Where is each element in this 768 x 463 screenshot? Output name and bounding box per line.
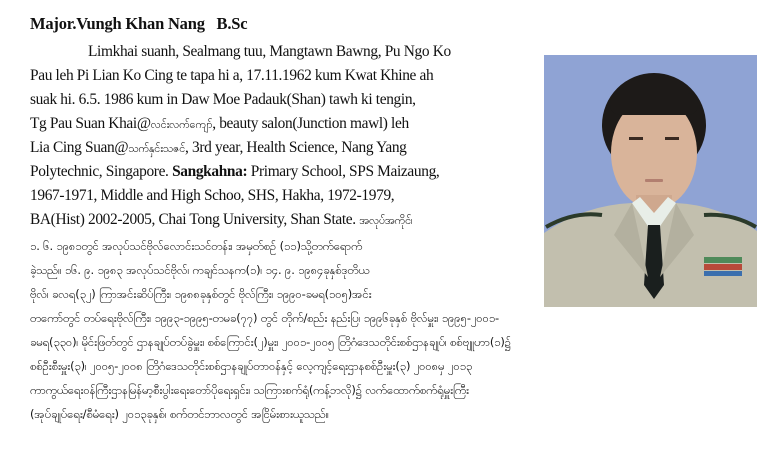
myanmar-career-line: (အုပ်ချုပ်ရေး/စီမံရေး) ၂၀၁၃ခုနှစ်၊ စက်တင်ဘာလတွင် အငြိမ်းစားယူသည်။	[30, 407, 329, 421]
myanmar-career-line: စစ်ဦးစီးမှူး(၃)၊ ၂၀၀၅-၂၀၀၈ တြိဂံဒေသတိုင်းစစ်ဌာနချုပ်တာဝန်နှင့် လေ့ကျင့်ရေးဌာနစစ်ဦးမှူး(၃) ၂၀၀၈မှ ၂၀၁၃	[30, 359, 473, 373]
line-text: Lia Cing Suan@	[30, 139, 129, 156]
line-text: , beauty salon(Junction mawl) leh	[212, 115, 409, 132]
myanmar-career-line: ခဲ့သည်။ ၁၆. ၉. ၁၉၈၃ အလုပ်သင်ဗိုလ်၊ ကချင်သနက(၁)၊ ၁၄. ၉. ၁၉၈၄ခုနှစ်ဒုတိယ	[30, 263, 370, 277]
myanmar-name: သက်နှင်းသဇင်	[128, 142, 186, 155]
biography-line: 1967-1971, Middle and High Schoo, SHS, Hakha, 1972-1979,	[30, 187, 395, 204]
biography-line	[30, 160, 439, 184]
line-text: Primary School, SPS Maizaung,	[247, 163, 440, 180]
myanmar-career-line: ခမရ(၃၃၀)၊ မိုင်းဖြတ်တွင် ဌာနချုပ်တပ်ခွဲမှူး၊ စစ်ကြောင်း(၂)မှူး၊ ၂၀၀၁-၂၀၀၅ တြိဂံဒေသတိုင်းစစ်ဌာနချုပ်၊ စစ်ဗျူဟာ(၁)၌	[30, 335, 511, 349]
biography-line: Limkhai suanh, Sealmang tuu, Mangtawn Bawng, Pu Ngo Ko	[88, 43, 451, 60]
biography-line: suak hi. 6.5. 1986 kum in Daw Moe Padauk(Shan) tawh ki tengin,	[30, 91, 416, 108]
myanmar-label: အလုပ်အကိုင်၊	[359, 214, 413, 227]
myanmar-career-line: တကော်တွင် တပ်ရေးဗိုလ်ကြီး၊ ၁၉၉၃-၁၉၉၅-တမခ(၇၇) တွင် တိုက်/စည်း နည်းပြ၊ ၁၉၉၆ခုနှစ် ဗိုလ်မှူး၊ ၁၉၉၅-၂၀၀၁-	[30, 311, 499, 325]
biography-line	[30, 136, 407, 161]
line-text: , 3rd year, Health Science, Nang Yang	[185, 139, 407, 156]
biography-line	[30, 208, 412, 233]
line-text: Tg Pau Suan Khai@	[30, 115, 151, 132]
myanmar-career-line: ၁. ၆. ၁၉၈၁တွင် အလုပ်သင်ဗိုလ်လောင်းသင်တန်း၊ အမှတ်စဉ် (၁၁)သို့တက်ရောက်	[30, 239, 363, 253]
line-text: Polytechnic, Singapore.	[30, 163, 173, 180]
line-text: BA(Hist) 2002-2005, Chai Tong University, Shan State.	[30, 211, 360, 228]
section-label: Sangkahna:	[172, 163, 248, 180]
biography-line	[30, 112, 409, 137]
myanmar-career-line: ဗိုလ်၊ ခလရ(၃၂) ကြာအင်းဆိပ်ကြီး၊ ၁၉၈၈ခုနှစ်တွင် ဗိုလ်ကြီး၊ ၁၉၉၀-ခမရ(၁၀၅)အင်း	[30, 287, 372, 301]
profile-title: Major.Vungh Khan Nang B.Sc	[30, 14, 248, 33]
portrait-figure-icon	[544, 55, 757, 307]
portrait-photo	[544, 55, 757, 307]
myanmar-career-line: ကာကွယ်ရေးဝန်ကြီးဌာနမြန်မာ့စီးပွါးရေးတော်ပိုရေးရှင်း၊ သကြားစက်ရုံ(ကန့်ဘလို)၌ လက်ထောက်စက်ရုံမှူးကြီး	[30, 383, 469, 397]
biography-line: Pau leh Pi Lian Ko Cing te tapa hi a, 17.11.1962 kum Kwat Khine ah	[30, 67, 434, 84]
myanmar-name: လင်းလက်ကျော်	[150, 118, 213, 131]
